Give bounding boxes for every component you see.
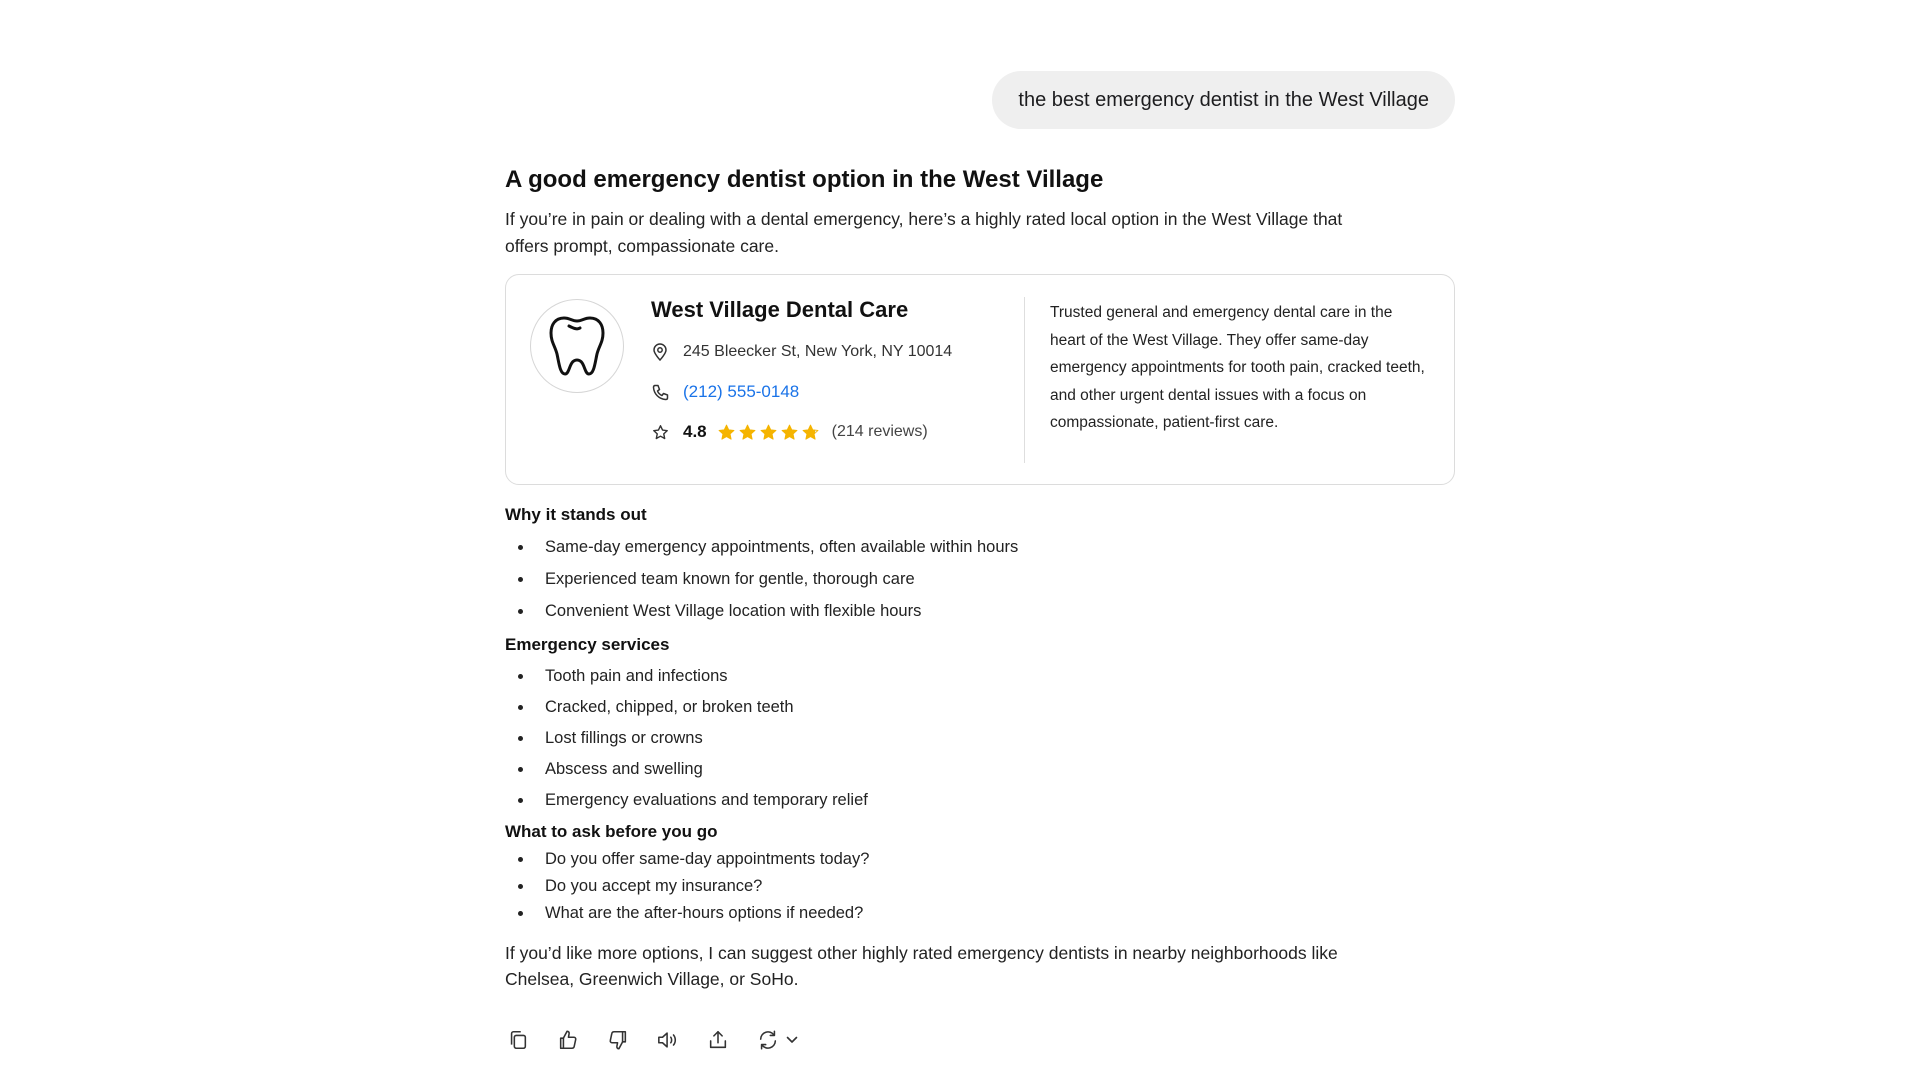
rating-star-icon (801, 423, 820, 442)
answer-intro: If you’re in pain or dealing with a dental emergency, here’s a highly rated local option in the West Village that offers prompt, compassionate care. (505, 209, 1343, 256)
list-item: Same-day emergency appointments, often available within hours (505, 531, 1455, 563)
user-message-bubble: the best emergency dentist in the West Village (992, 71, 1455, 129)
star-outline-icon (651, 423, 669, 441)
chevron-down-icon[interactable] (785, 1033, 799, 1047)
rating-star-icon (759, 423, 778, 442)
section-title: Emergency services (505, 635, 670, 654)
rating-star-icon (717, 423, 736, 442)
speaker-icon[interactable] (655, 1027, 681, 1053)
section-why-it-stands-out (505, 503, 1455, 627)
answer-heading: A good emergency dentist option in the West Village (505, 166, 1104, 193)
section-title: Why it stands out (505, 505, 647, 524)
list-item: Do you offer same-day appointments today? (505, 846, 1455, 873)
list-item: Tooth pain and infections (505, 661, 1455, 692)
business-description: Trusted general and emergency dental care in the heart of the West Village. They offer same-day emergency appointments for tooth pain, cracked teeth, and other urgent dental issues with a focus on compassionate, patient-first care. (1050, 304, 1425, 431)
business-address: 245 Bleecker St, New York, NY 10014 (683, 343, 953, 360)
rating-star-icon (780, 423, 799, 442)
assistant-answer (505, 164, 1455, 992)
card-divider (1024, 297, 1025, 463)
address-row (651, 339, 1011, 365)
business-info (651, 295, 1011, 445)
list-item: What are the after-hours options if needed? (505, 900, 1455, 927)
bullet-list (505, 846, 1455, 927)
review-count[interactable]: (214 reviews) (831, 423, 928, 440)
tooth-icon (549, 314, 605, 378)
phone-row (651, 379, 1011, 405)
thumbs-down-icon[interactable] (605, 1027, 631, 1053)
rating-value: 4.8 (683, 422, 707, 441)
list-item: Convenient West Village location with flexible hours (505, 595, 1455, 627)
business-card[interactable] (505, 274, 1455, 485)
chat-thread (505, 0, 1455, 1080)
list-item: Experienced team known for gentle, thorough care (505, 563, 1455, 595)
business-phone-link[interactable]: (212) 555-0148 (683, 382, 800, 401)
share-icon[interactable] (705, 1027, 731, 1053)
list-item: Cracked, chipped, or broken teeth (505, 692, 1455, 723)
copy-icon[interactable] (505, 1027, 531, 1053)
message-actions (505, 1027, 823, 1053)
rating-star-icon (738, 423, 757, 442)
business-name[interactable]: West Village Dental Care (651, 297, 909, 322)
phone-icon (651, 383, 669, 401)
list-item: Abscess and swelling (505, 754, 1455, 785)
rating-stars (717, 423, 822, 442)
answer-outro: If you’d like more options, I can suggest other highly rated emergency dentists in nearby neighborhoods like Chelsea, Greenwich Village, or SoHo. (505, 943, 1338, 989)
regenerate-icon[interactable] (755, 1027, 781, 1053)
section-emergency-services (505, 633, 1455, 816)
section-title: What to ask before you go (505, 822, 718, 841)
section-what-to-ask (505, 820, 1455, 927)
list-item: Emergency evaluations and temporary relief (505, 785, 1455, 816)
list-item: Lost fillings or crowns (505, 723, 1455, 754)
location-pin-icon (651, 343, 669, 361)
list-item: Do you accept my insurance? (505, 873, 1455, 900)
bullet-list (505, 531, 1455, 627)
rating-row (651, 419, 1011, 445)
thumbs-up-icon[interactable] (555, 1027, 581, 1053)
business-logo (530, 299, 624, 393)
bullet-list (505, 661, 1455, 816)
